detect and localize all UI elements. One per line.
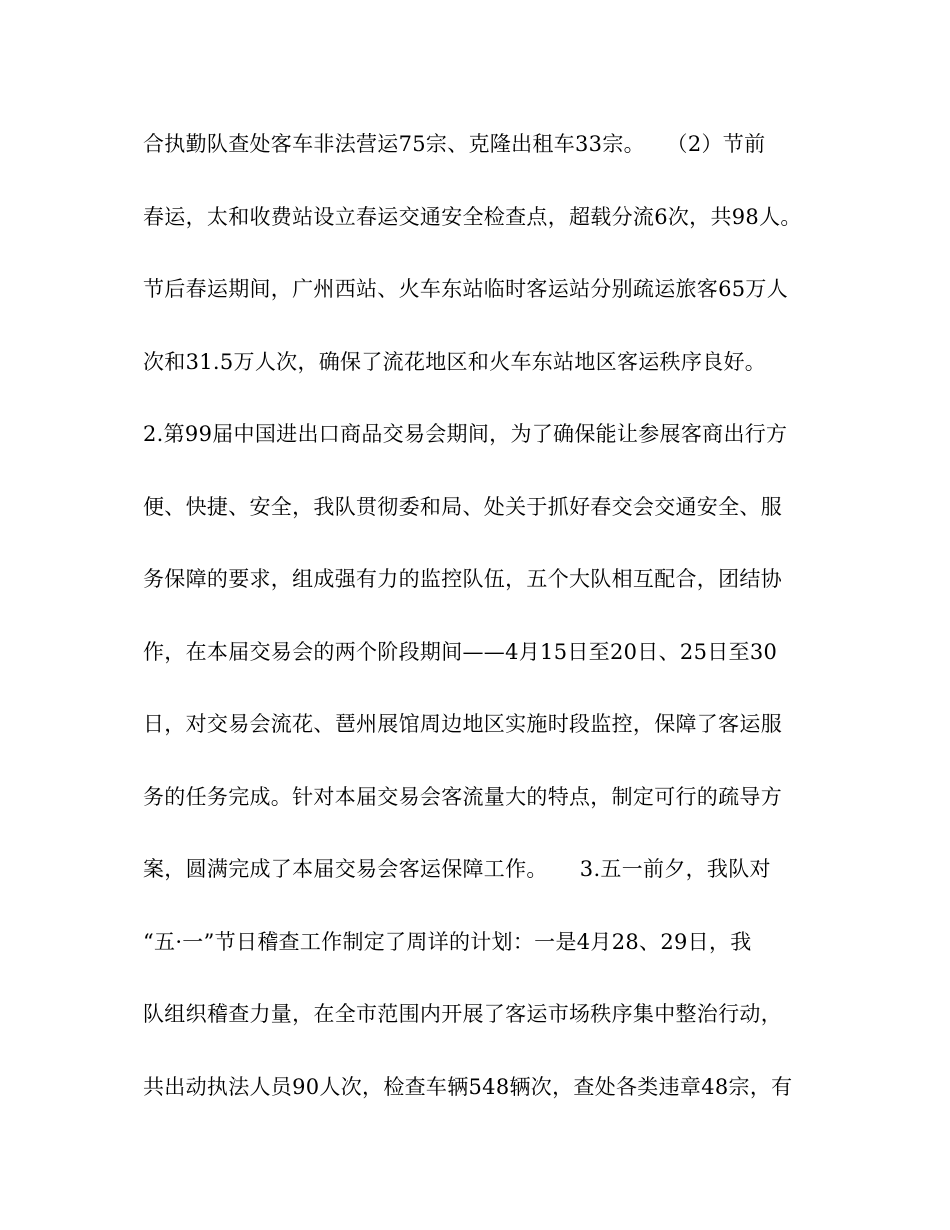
text-line: 2.第99届中国进出口商品交易会期间，为了确保能让参展客商出行方 [143,422,788,446]
body-text [143,122,823,1137]
text-line: 作，在本届交易会的两个阶段期间——4月15日至20日、25日至30 [143,639,778,664]
text-line: “五·一”节日稽查工作制定了周详的计划：一是4月28、29日，我 [143,929,752,954]
text-line: 共出动执法人员90人次，检查车辆548辆次，查处各类违章48宗，有 [143,1074,793,1099]
text-line: 务的任务完成。针对本届交易会客流量大的特点，制定可行的疏导方 [143,784,782,809]
text-line: 春运，太和收费站设立春运交通安全检查点，超载分流6次，共98人。 [143,204,802,229]
text-line: 便、快捷、安全，我队贯彻委和局、处关于抓好春交会交通安全、服 [143,494,782,519]
text-line: 案，圆满完成了本届交易会客运保障工作。 3.五一前夕，我队对 [143,857,771,881]
text-line: 节后春运期间，广州西站、火车东站临时客运站分别疏运旅客65万人 [143,277,789,301]
text-line: 合执勤队查处客车非法营运75宗、克隆出租车33宗。 （2）节前 [143,132,766,156]
text-line: 次和31.5万人次，确保了流花地区和火车东站地区客运秩序良好。 [143,349,767,374]
text-line: 务保障的要求，组成强有力的监控队伍，五个大队相互配合，团结协 [143,567,782,591]
text-line: 队组织稽查力量，在全市范围内开展了客运市场秩序集中整治行动， [143,1002,782,1026]
text-line: 日，对交易会流花、琶州展馆周边地区实施时段监控，保障了客运服 [143,712,782,736]
